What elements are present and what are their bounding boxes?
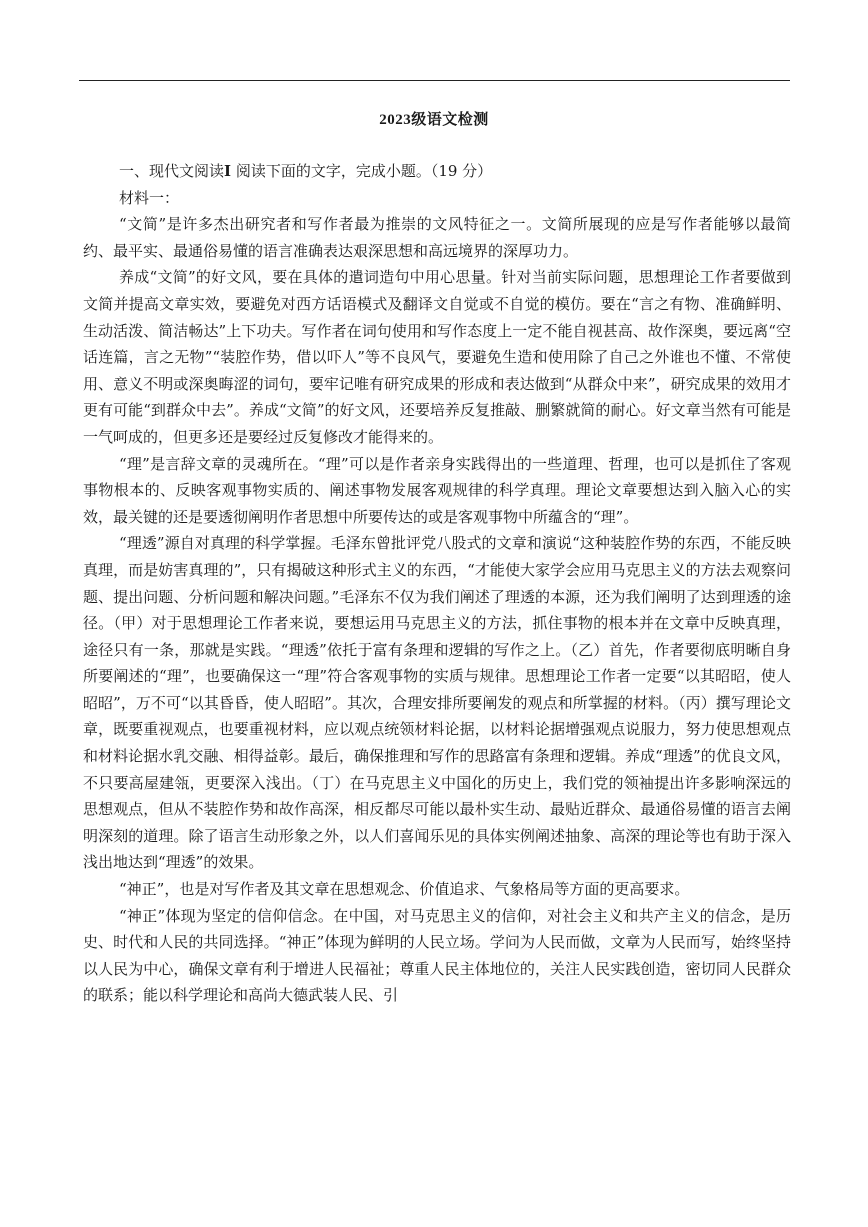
reading-section <box>83 158 791 1009</box>
paragraph: “理透”源自对真理的科学掌握。毛泽东曾批评党八股式的文章和演说“这种装腔作势的东西，不能反映真理，而是妨害真理的”，只有揭破这种形式主义的东西，“才能使大家学会应用马克思主义的方法去观察问题、提出问题、分析问题和解决问题。”毛泽东不仅为我们阐述了理透的本源，还为我们阐明了达到理透的途径。（甲）对于思想理论工作者来说，要想运用马克思主义的方法，抓住事物的根本并在文章中反映真理，途径只有一条，那就是实践。“理透”依托于富有条理和逻辑的写作之上。（乙）首先，作者要彻底明晰自身所要阐述的“理”，也要确保这一“理”符合客观事物的实质与规律。思想理论工作者一定要“以其昭昭，使人昭昭”，万不可“以其昏昏，使人昭昭”。其次，合理安排所要阐发的观点和所掌握的材料。（丙）撰写理论文章，既要重视观点，也要重视材料，应以观点统领材料论据，以材料论据增强观点说服力，努力使思想观点和材料论据水乳交融、相得益彰。最后，确保推理和写作的思路富有条理和逻辑。养成“理透”的优良文风，不只要高屋建瓴，更要深入浅出。（丁）在马克思主义中国化的历史上，我们党的领袖提出许多影响深远的思想观点，但从不装腔作势和故作高深，相反都尽可能以最朴实生动、最贴近群众、最通俗易懂的语言去阐明深刻的道理。除了语言生动形象之外，以人们喜闻乐见的具体实例阐述抽象、高深的理论等也有助于深入浅出地达到“理透”的效果。 <box>83 534 791 872</box>
paragraph: 养成“文简”的好文风，要在具体的遣词造句中用心思量。针对当前实际问题，思想理论工作者要做到文简并提高文章实效，要避免对西方话语模式及翻译文自觉或不自觉的模仿。要在“言之有物、准确鲜明、生动活泼、简洁畅达”上下功夫。写作者在词句使用和写作态度上一定不能自视甚高、故作深奥，要远离“空话连篇，言之无物”“装腔作势，借以吓人”等不良风气，要避免生造和使用除了自己之外谁也不懂、不常使用、意义不明或深奥晦涩的词句，要牢记唯有研究成果的形成和表达做到“从群众中来”，研究成果的效用才更有可能“到群众中去”。养成“文简”的好文风，还要培养反复推敲、删繁就简的耐心。好文章当然有可能是一气呵成的，但更多还是要经过反复修改才能得来的。 <box>83 268 791 446</box>
section-heading <box>119 158 791 185</box>
section-heading-roman: I <box>224 162 232 180</box>
material-label: 材料一： <box>119 188 180 207</box>
header-rule <box>79 80 790 81</box>
paragraph: “文简”是许多杰出研究者和写作者最为推崇的文风特征之一。文简所展现的应是写作者能够以最简约、最平实、最通俗易懂的语言准确表达艰深思想和高远境界的深厚功力。 <box>83 215 791 260</box>
paragraph: “神正”，也是对写作者及其文章在思想观念、价值追求、气象格局等方面的更高要求。 <box>119 880 690 899</box>
paragraph: “神正”体现为坚定的信仰信念。在中国，对马克思主义的信仰，对社会主义和共产主义的信念，是历史、时代和人民的共同选择。“神正”体现为鲜明的人民立场。学问为人民而做，文章为人民而写，始终坚持以人民为中心，确保文章有利于增进人民福祉；尊重人民主体地位的，关注人民实践创造，密切同人民群众的联系；能以科学理论和高尚大德武装人民、引 <box>83 906 791 1005</box>
paragraph: “理”是言辞文章的灵魂所在。“理”可以是作者亲身实践得出的一些道理、哲理，也可以是抓住了客观事物根本的、反映客观事物实质的、阐述事物发展客观规律的科学真理。理论文章要想达到入脑入心的实效，最关键的还是要透彻阐明作者思想中所要传达的或是客观事物中所蕴含的“理”。 <box>83 454 791 526</box>
page-title: 2023级语文检测 <box>379 112 489 128</box>
section-heading-prefix: 一、现代文阅读 <box>119 162 225 180</box>
section-heading-instruction: 阅读下面的文字，完成小题。（19 分） <box>231 162 493 180</box>
